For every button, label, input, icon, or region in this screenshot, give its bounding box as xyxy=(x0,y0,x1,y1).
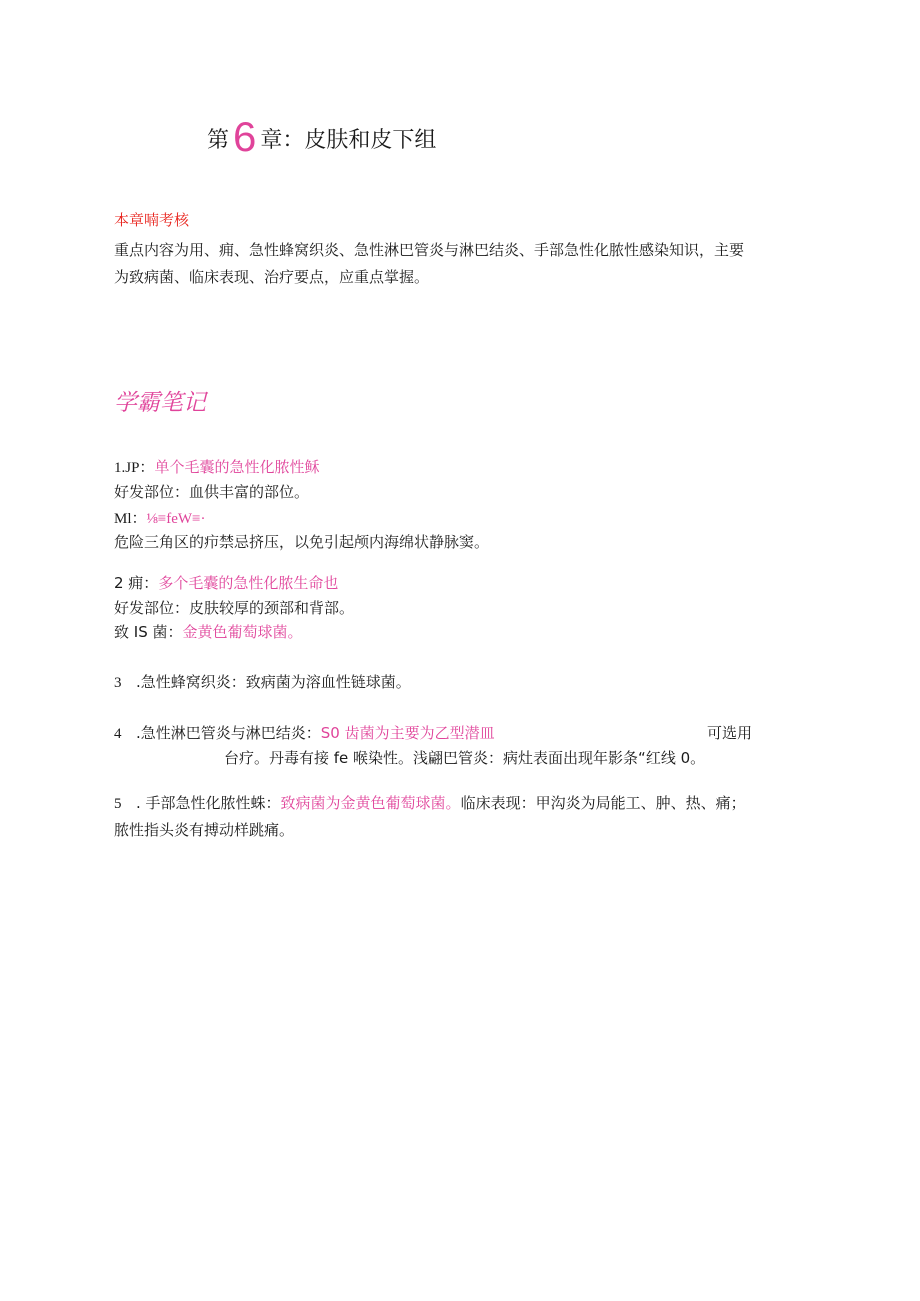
note-item-2-line-3 xyxy=(114,619,303,645)
note-item-2-label: 2 痈： xyxy=(114,574,159,592)
exam-heading: 本章喃考核 xyxy=(114,211,190,229)
note-item-1-label: 1.JP： xyxy=(114,460,155,476)
note-item-1-line-1 xyxy=(114,454,319,481)
note-item-1-line-4: 危险三角区的疖禁忌挤压，以免引起颅内海绵状静脉窦。 xyxy=(114,533,490,551)
notes-heading: 学霸笔记 xyxy=(114,390,206,416)
note-item-3-number: 3 xyxy=(114,675,122,691)
chapter-title xyxy=(207,112,436,166)
note-item-5-line-1 xyxy=(114,790,746,817)
note-item-5-line-2: 脓性指头炎有搏动样跳痛。 xyxy=(114,821,295,839)
note-item-4-highlight: S0 齿菌为主要为乙型潜皿 xyxy=(320,724,495,742)
note-item-1-line-3-highlight: ⅛≡feW≡· xyxy=(146,511,206,527)
note-item-4-number: 4 xyxy=(114,726,122,742)
note-item-3 xyxy=(114,669,411,696)
note-item-2-line-3-label: 致 IS 菌： xyxy=(114,623,183,641)
note-item-4-right: 可选用 xyxy=(707,724,753,742)
chapter-number: 6 xyxy=(233,113,257,160)
note-item-4-line-1 xyxy=(114,720,495,747)
note-item-5-highlight: 致病菌为金黄色葡萄球菌。 xyxy=(280,794,461,812)
exam-text-line-1: 重点内容为用、痈、急性蜂窝织炎、急性淋巴管炎与淋巴结炎、手部急性化脓性感染知识，主要 xyxy=(114,241,745,259)
note-item-1-highlight: 单个毛囊的急性化脓性稣 xyxy=(154,458,320,476)
note-item-5-number: 5 xyxy=(114,796,122,812)
chapter-prefix: 第 xyxy=(207,128,230,153)
note-item-2-highlight: 多个毛囊的急性化脓生命也 xyxy=(158,574,339,592)
note-item-2-line-2: 好发部位：皮肤较厚的颈部和背部。 xyxy=(114,599,355,617)
note-item-4-text: .急性淋巴管炎与淋巴结炎： xyxy=(136,724,321,742)
note-item-5-text-2: 临床表现：甲沟炎为局能工、肿、热、痛； xyxy=(460,794,746,812)
exam-text-line-2: 为致病菌、临床表现、治疗要点，应重点掌握。 xyxy=(114,268,430,286)
note-item-2-line-3-highlight: 金黄色葡萄球菌。 xyxy=(182,623,303,641)
chapter-suffix: 章：皮肤和皮下组 xyxy=(260,128,437,153)
note-item-1-line-3-label: Ml： xyxy=(114,511,147,527)
note-item-2-line-1 xyxy=(114,570,338,596)
note-item-4-line-2: 台疗。丹毒有接 fe 喉染性。浅翩巴管炎：病灶表面出现年影条“红线 0。 xyxy=(224,749,706,767)
note-item-1-line-2: 好发部位：血供丰富的部位。 xyxy=(114,483,310,501)
note-item-5-text: . 手部急性化脓性蛛： xyxy=(136,794,281,812)
note-item-1-line-3 xyxy=(114,505,206,532)
note-item-3-text: .急性蜂窝织炎：致病菌为溶血性链球菌。 xyxy=(136,673,411,691)
